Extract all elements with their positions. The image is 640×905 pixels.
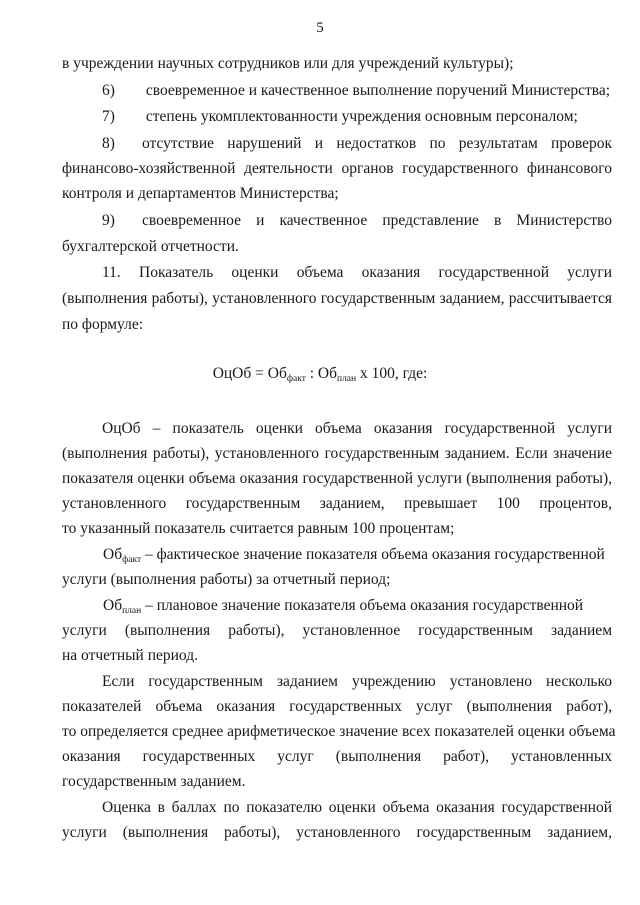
formula-lhs: ОцОб = Об	[212, 365, 287, 382]
list-continuation-line: в учреждении научных сотрудников или для учреждений культуры);	[62, 55, 514, 72]
definition-fact-line-1	[62, 545, 612, 565]
definition-plan-sub: план	[122, 606, 142, 616]
definition-ocob-line-5: то указанный показатель считается равным 100 процентам;	[62, 520, 455, 537]
formula-sub-plan: план	[336, 374, 357, 384]
list-item-8	[62, 134, 612, 154]
section-11-line-3: по формуле:	[62, 316, 144, 333]
definition-ocob-line-1: ОцОб – показатель оценки объема оказания государственной услуги	[102, 420, 612, 437]
paragraph-multi-line-2: показателей объема оказания государственных услуг (выполнения работ),	[62, 698, 612, 715]
formula-rhs: x 100, где:	[356, 365, 428, 382]
definition-fact-sub: факт	[122, 555, 142, 565]
definition-fact-line-2: услуги (выполнения работы) за отчетный период;	[62, 571, 391, 588]
definition-ocob-line-3: показателя оценки объема оказания государственной услуги (выполнения работы),	[62, 470, 612, 487]
definition-plan-text: – плановое значение показателя объема оказания государственной	[141, 597, 584, 614]
paragraph-score-line-1: Оценка в баллах по показателю оценки объема оказания государственной	[102, 799, 612, 816]
paragraph-score-line-2: услуги (выполнения работы), установленного государственным заданием,	[62, 824, 612, 841]
paragraph-multi-line-4: оказания государственных услуг (выполнения работ), установленных	[62, 748, 612, 765]
section-11-line-1: 11. Показатель оценки объема оказания государственной услуги	[102, 264, 612, 281]
paragraph-multi-line-5: государственным заданием.	[62, 773, 246, 790]
definition-ocob-line-4: установленного государственным заданием, превышает 100 процентов,	[62, 495, 612, 512]
definition-fact-text: – фактическое значение показателя объема оказания государственной	[141, 546, 605, 563]
formula-sub-fact: факт	[286, 374, 306, 384]
list-item-9-number: 9)	[102, 212, 115, 229]
definition-plan-line-1	[62, 596, 612, 616]
paragraph-multi-line-1: Если государственным заданием учреждению установлено несколько	[102, 673, 612, 690]
section-11-line-2: (выполнения работы), установленного государственным заданием, рассчитывается	[62, 290, 612, 307]
list-item-9-line-2: бухгалтерской отчетности.	[62, 238, 239, 255]
definition-ocob-line-2: (выполнения работы), установленного государственным заданием. Если значение	[62, 445, 612, 462]
list-item-9-line-1: своевременное и качественное представление в Министерство	[142, 212, 612, 229]
list-item-8-line-2: финансово-хозяйственной деятельности органов государственного финансового	[62, 160, 612, 177]
list-item-6-number: 6)	[102, 82, 115, 99]
list-item-7	[62, 107, 612, 127]
list-item-8-number: 8)	[102, 135, 115, 152]
formula-separator: : Об	[305, 365, 337, 382]
formula	[0, 364, 640, 384]
list-item-9	[62, 211, 612, 231]
list-item-6	[62, 81, 612, 101]
list-item-7-number: 7)	[102, 108, 115, 125]
list-item-6-text: своевременное и качественное выполнение поручений Министерства;	[145, 82, 611, 99]
definition-plan-line-2: услуги (выполнения работы), установленное государственным заданием	[62, 622, 612, 639]
list-item-8-line-1: отсутствие нарушений и недостатков по результатам проверок	[142, 135, 612, 152]
paragraph-multi-line-3: то определяется среднее арифметическое значение всех показателей оценки объема	[62, 723, 616, 740]
definition-plan-term: Об	[103, 597, 123, 614]
page-number: 5	[316, 20, 324, 36]
list-item-8-line-3: контроля и департаментов Министерства;	[62, 185, 339, 202]
definition-plan-line-3: на отчетный период.	[62, 647, 198, 664]
definition-fact-term: Об	[103, 546, 123, 563]
list-item-7-text: степень укомплектованности учреждения основным персоналом;	[145, 108, 578, 125]
